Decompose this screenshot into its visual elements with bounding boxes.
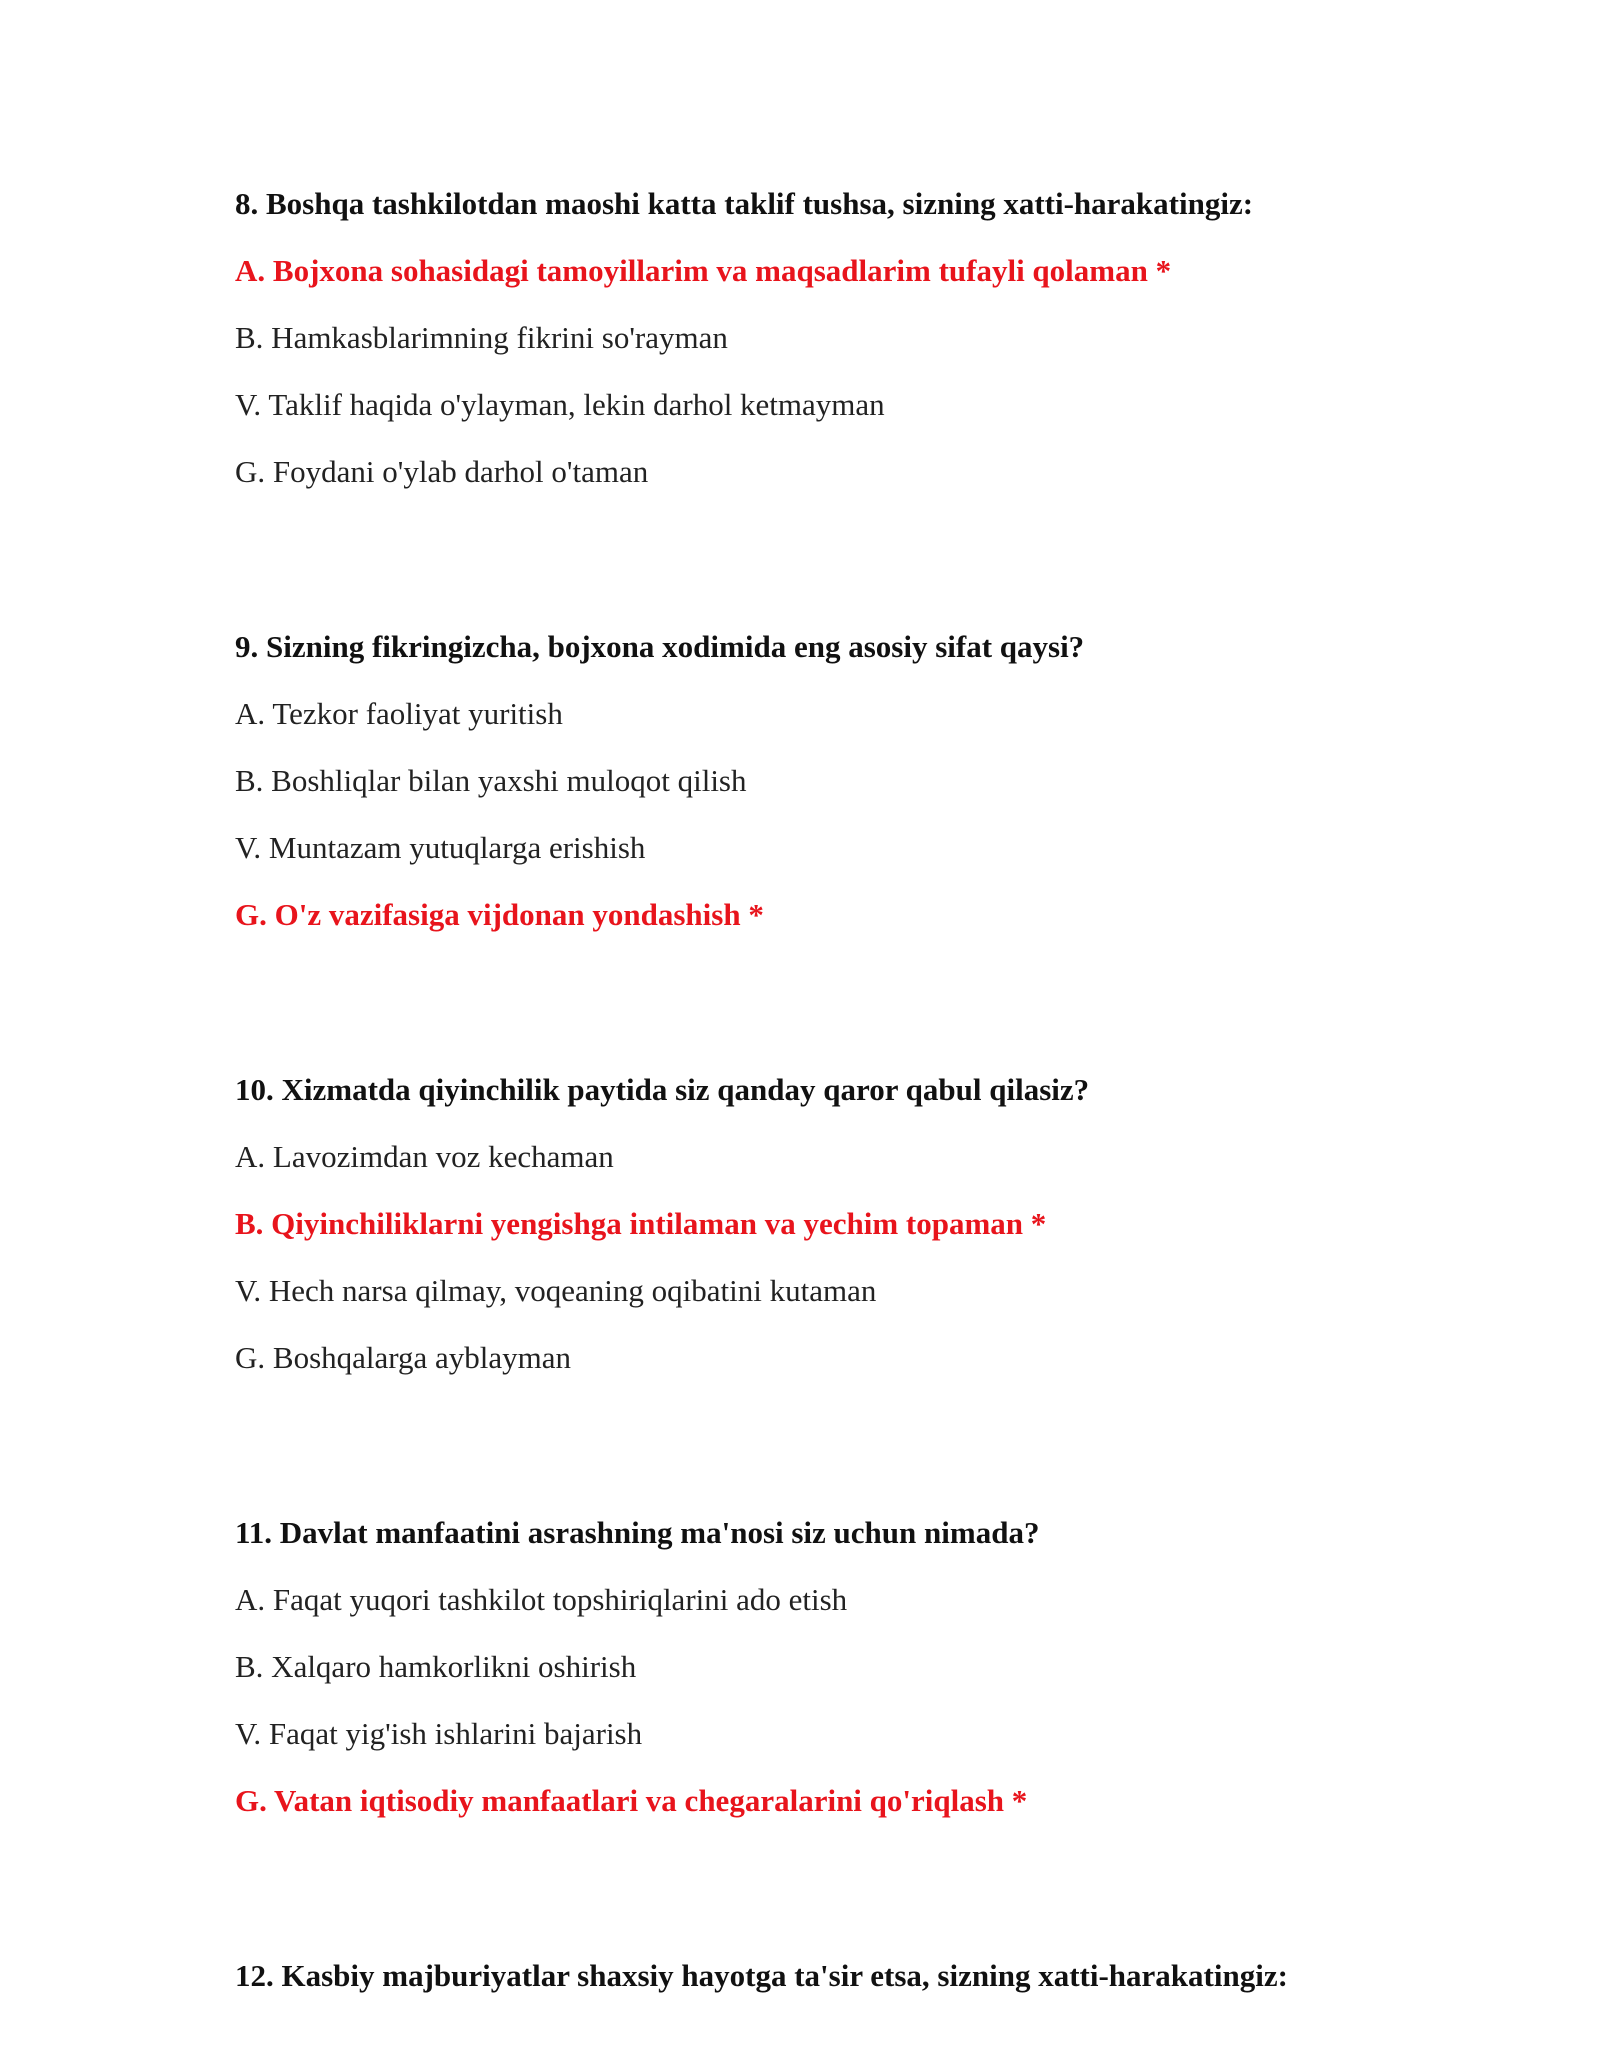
question-9 (235, 627, 1435, 935)
answer-option: V. Taklif haqida o'ylayman, lekin darhol ketmayman (235, 387, 885, 422)
question-text: 8. Boshqa tashkilotdan maoshi katta taklif tushsa, sizning xatti-harakatingiz: (235, 186, 1254, 221)
question-text: 11. Davlat manfaatini asrashning ma'nosi siz uchun nimada? (235, 1515, 1040, 1550)
question-text: 9. Sizning fikringizcha, bojxona xodimida eng asosiy sifat qaysi? (235, 629, 1085, 664)
answer-option: G. Boshqalarga ayblayman (235, 1340, 572, 1375)
question-10 (235, 1070, 1435, 1378)
answer-option: A. Tezkor faoliyat yuritish (235, 696, 563, 731)
question-8 (235, 184, 1435, 492)
answer-option: G. Foydani o'ylab darhol o'taman (235, 454, 649, 489)
answer-option: V. Muntazam yutuqlarga erishish (235, 830, 646, 865)
answer-option: B. Hamkasblarimning fikrini so'rayman (235, 320, 728, 355)
question-text: 10. Xizmatda qiyinchilik paytida siz qanday qaror qabul qilasiz? (235, 1072, 1090, 1107)
answer-option-correct: B. Qiyinchiliklarni yengishga intilaman va yechim topaman * (235, 1206, 1047, 1241)
question-12 (235, 1956, 1435, 1996)
answer-option: A. Lavozimdan voz kechaman (235, 1139, 614, 1174)
document-page (235, 184, 1435, 2023)
answer-option: V. Hech narsa qilmay, voqeaning oqibatini kutaman (235, 1273, 877, 1308)
answer-option-correct: A. Bojxona sohasidagi tamoyillarim va maqsadlarim tufayli qolaman * (235, 253, 1172, 288)
question-text: 12. Kasbiy majburiyatlar shaxsiy hayotga ta'sir etsa, sizning xatti-harakatingiz: (235, 1958, 1288, 1993)
answer-option: B. Boshliqlar bilan yaxshi muloqot qilish (235, 763, 747, 798)
answer-option: B. Xalqaro hamkorlikni oshirish (235, 1649, 637, 1684)
answer-option: V. Faqat yig'ish ishlarini bajarish (235, 1716, 643, 1751)
answer-option-correct: G. Vatan iqtisodiy manfaatlari va chegaralarini qo'riqlash * (235, 1783, 1028, 1818)
answer-option-correct: G. O'z vazifasiga vijdonan yondashish * (235, 897, 764, 932)
answer-option: A. Faqat yuqori tashkilot topshiriqlarini ado etish (235, 1582, 848, 1617)
question-11 (235, 1513, 1435, 1821)
